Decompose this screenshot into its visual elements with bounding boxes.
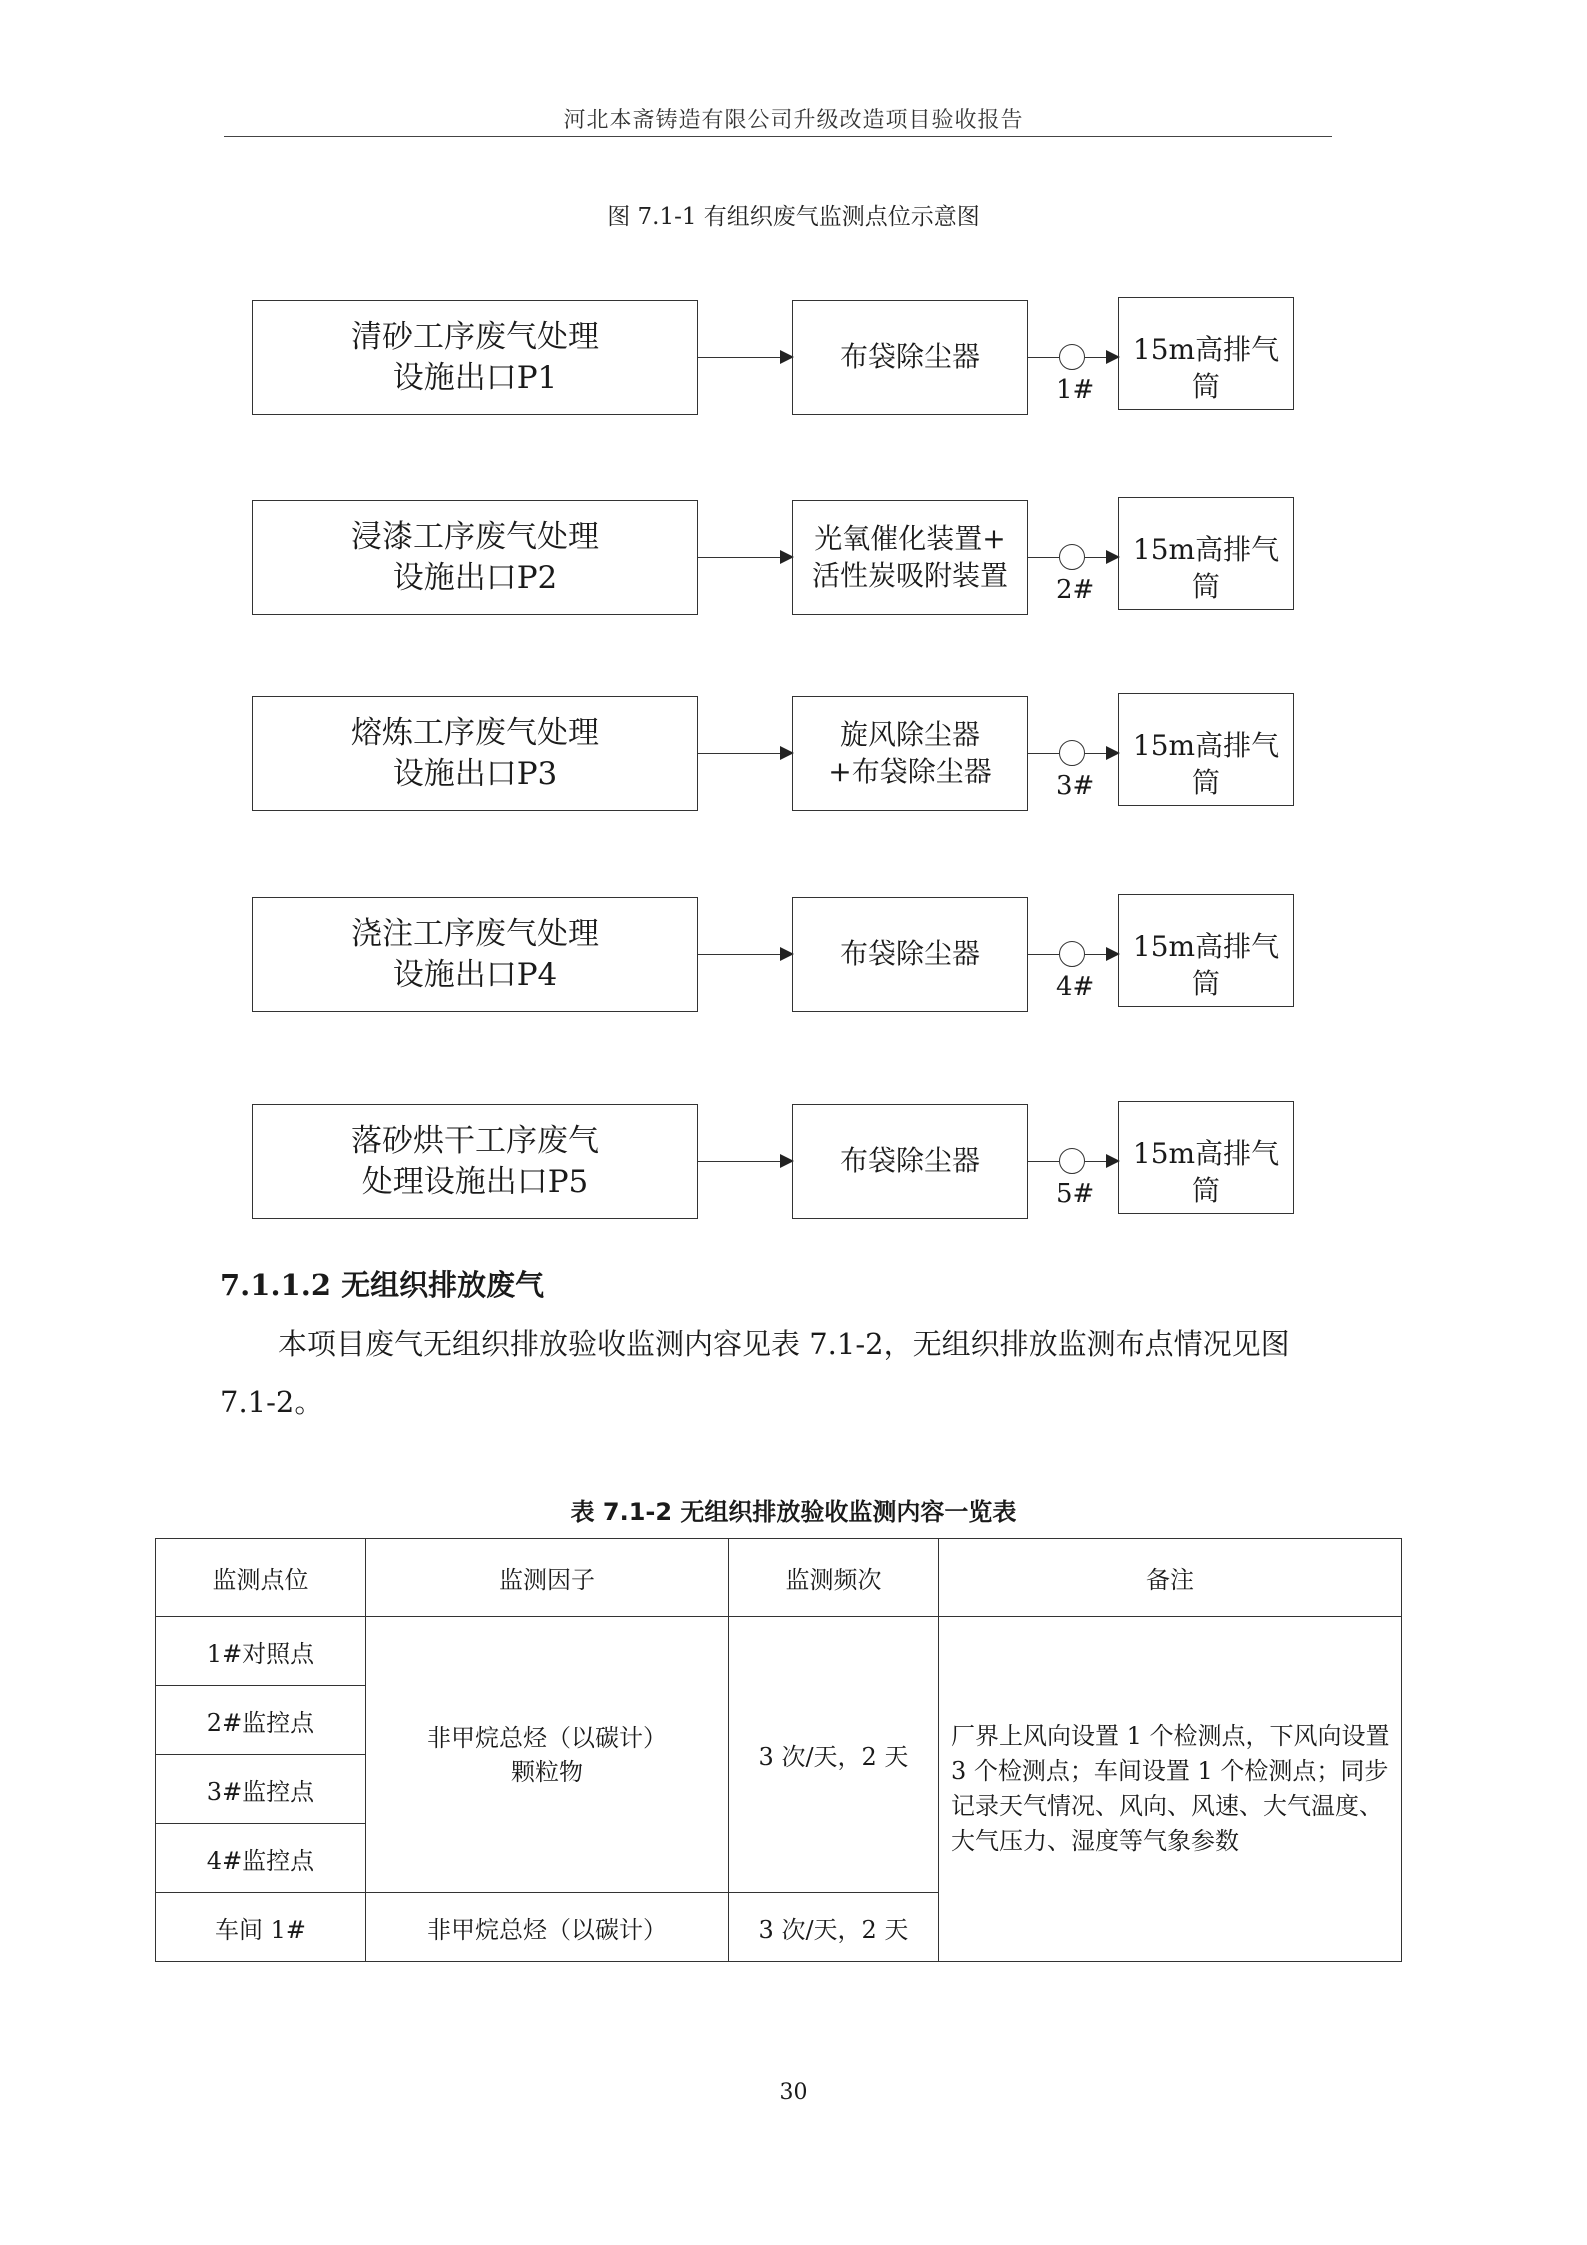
treatment-box-1: 布袋除尘器 <box>792 300 1028 415</box>
frequency-cell: 3 次/天，2 天 <box>729 1617 939 1893</box>
point-label-2: 2# <box>1056 575 1095 605</box>
connector-line <box>1028 1161 1059 1162</box>
treatment-box-2: 光氧催化装置+ 活性炭吸附装置 <box>792 500 1028 615</box>
flow-arrow <box>698 753 792 754</box>
stack-box-2: 15m高排气筒 <box>1118 497 1294 610</box>
point-cell: 1#对照点 <box>156 1617 366 1686</box>
monitoring-point-marker <box>1059 544 1085 570</box>
frequency-cell: 3 次/天，2 天 <box>729 1893 939 1962</box>
connector-line <box>1028 954 1059 955</box>
point-label-5: 5# <box>1056 1179 1095 1209</box>
figure-caption: 图 7.1-1 有组织废气监测点位示意图 <box>607 204 980 230</box>
monitoring-point-marker <box>1059 740 1085 766</box>
flow-arrow <box>698 954 792 955</box>
connector-line <box>1028 357 1059 358</box>
source-box-p1: 清砂工序废气处理 设施出口P1 <box>252 300 698 415</box>
connector-line <box>1028 753 1059 754</box>
monitoring-point-marker <box>1059 1148 1085 1174</box>
header-rule <box>224 136 1332 137</box>
stack-box-5: 15m高排气筒 <box>1118 1101 1294 1214</box>
stack-box-1: 15m高排气筒 <box>1118 297 1294 410</box>
point-cell: 车间 1# <box>156 1893 366 1962</box>
connector-line <box>1028 557 1059 558</box>
table-header-cell: 监测因子 <box>366 1539 729 1617</box>
stack-box-4: 15m高排气筒 <box>1118 894 1294 1007</box>
table-header-cell: 备注 <box>939 1539 1402 1617</box>
table-caption: 表 7.1-2 无组织排放验收监测内容一览表 <box>570 1498 1017 1526</box>
monitoring-table <box>155 1538 1402 1962</box>
flow-arrow <box>1085 1161 1118 1162</box>
flow-arrow <box>1085 753 1118 754</box>
flow-arrow <box>1085 557 1118 558</box>
source-box-p3: 熔炼工序废气处理 设施出口P3 <box>252 696 698 811</box>
point-label-4: 4# <box>1056 972 1095 1002</box>
source-box-p2: 浸漆工序废气处理 设施出口P2 <box>252 500 698 615</box>
remark-cell: 厂界上风向设置 1 个检测点，下风向设置 3 个检测点；车间设置 1 个检测点；同步记录天气情况、风向、风速、大气温度、大气压力、湿度等气象参数 <box>939 1617 1402 1962</box>
point-cell: 3#监控点 <box>156 1755 366 1824</box>
source-box-p4: 浇注工序废气处理 设施出口P4 <box>252 897 698 1012</box>
flow-arrow <box>698 557 792 558</box>
table-row <box>156 1617 1402 1686</box>
monitoring-point-marker <box>1059 941 1085 967</box>
factor-cell: 非甲烷总烃（以碳计） <box>366 1893 729 1962</box>
treatment-box-4: 布袋除尘器 <box>792 897 1028 1012</box>
flow-arrow <box>698 357 792 358</box>
header-title: 河北本斋铸造有限公司升级改造项目验收报告 <box>563 108 1024 133</box>
flow-arrow <box>698 1161 792 1162</box>
table-header-cell: 监测点位 <box>156 1539 366 1617</box>
table-header-row <box>156 1539 1402 1617</box>
point-label-1: 1# <box>1056 375 1095 405</box>
treatment-box-5: 布袋除尘器 <box>792 1104 1028 1219</box>
factor-cell: 非甲烷总烃（以碳计） 颗粒物 <box>366 1617 729 1893</box>
page-number: 30 <box>779 2080 808 2105</box>
body-paragraph: 本项目废气无组织排放验收监测内容见表 7.1-2，无组织排放监测布点情况见图 7.1-2。 <box>220 1327 1290 1419</box>
stack-box-3: 15m高排气筒 <box>1118 693 1294 806</box>
point-cell: 2#监控点 <box>156 1686 366 1755</box>
table-header-cell: 监测频次 <box>729 1539 939 1617</box>
source-box-p5: 落砂烘干工序废气 处理设施出口P5 <box>252 1104 698 1219</box>
monitoring-point-marker <box>1059 344 1085 370</box>
section-heading: 7.1.1.2 无组织排放废气 <box>220 1268 545 1302</box>
point-label-3: 3# <box>1056 771 1095 801</box>
point-cell: 4#监控点 <box>156 1824 366 1893</box>
treatment-box-3: 旋风除尘器 +布袋除尘器 <box>792 696 1028 811</box>
flow-arrow <box>1085 954 1118 955</box>
flow-arrow <box>1085 357 1118 358</box>
